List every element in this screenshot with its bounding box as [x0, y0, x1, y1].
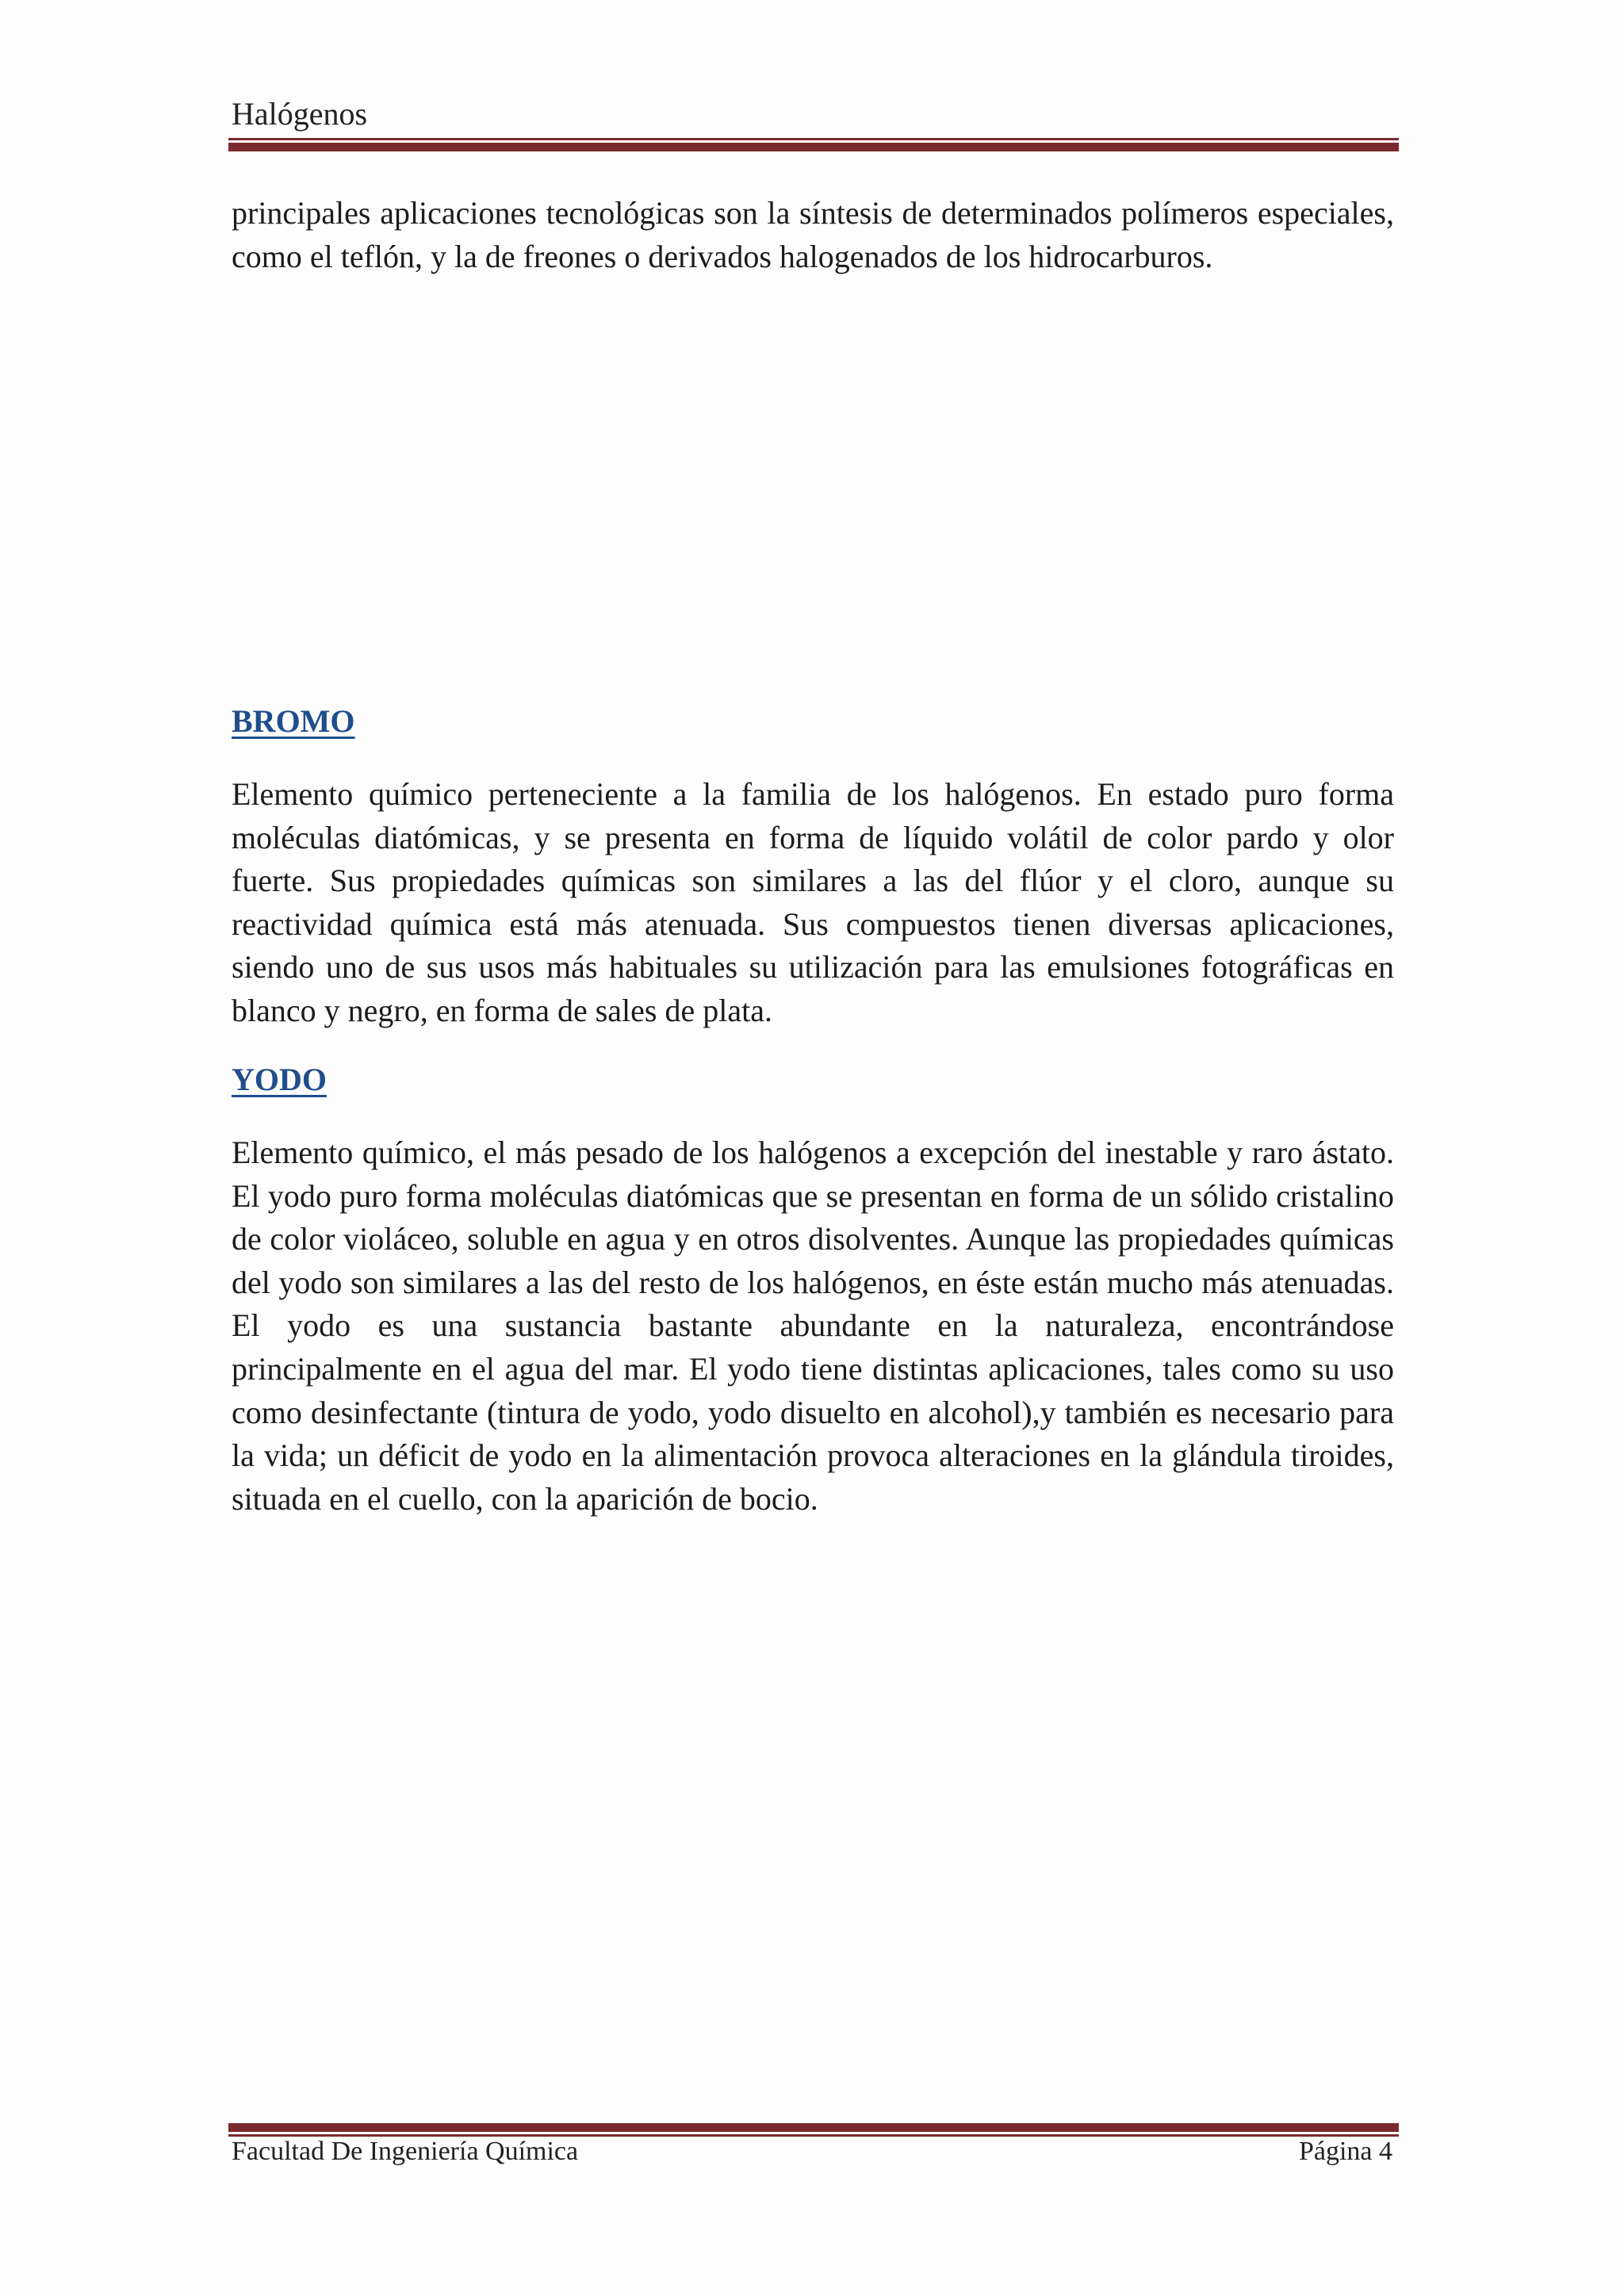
footer-page-number: Página 4 — [1298, 2137, 1392, 2166]
footer-institution: Facultad De Ingeniería Química — [232, 2137, 579, 2166]
intro-block — [232, 192, 1394, 278]
section-heading-bromo: BROMO — [232, 703, 355, 739]
section-bromo-body — [232, 773, 1394, 1033]
header-rule — [228, 138, 1399, 151]
section-yodo — [232, 1059, 1394, 1100]
header-title: Halógenos — [232, 96, 368, 132]
section-paragraph-bromo: Elemento químico perteneciente a la familia de los halógenos. En estado puro forma moléculas diatómicas, y se presenta en forma de líquido volátil de color pardo y olor fuerte. Sus propiedades químicas son similares a las del flúor y el cloro, aunque su reactividad química está más atenuada. Sus compuestos tienen diversas aplicaciones, siendo uno de sus usos más habituales su utilización para las emulsiones fotográficas en blanco y negro, en forma de sales de plata. — [232, 776, 1394, 1028]
intro-paragraph: principales aplicaciones tecnológicas son la síntesis de determinados polímeros especiales, como el teflón, y la de freones o derivados halogenados de los hidrocarburos. — [232, 195, 1394, 274]
section-bromo — [232, 701, 1394, 742]
section-yodo-body — [232, 1131, 1394, 1521]
section-heading-yodo: YODO — [232, 1062, 327, 1097]
section-paragraph-yodo: Elemento químico, el más pesado de los halógenos a excepción del inestable y raro ástato. El yodo puro forma moléculas diatómicas que se presentan en forma de un sólido cristalino de color violáceo, soluble en agua y en otros disolventes. Aunque las propiedades químicas del yodo son similares a las del resto de los halógenos, en éste están mucho más atenuadas. El yodo es una sustancia bastante abundante en la naturaleza, encontrándose principalmente en el agua del mar. El yodo tiene distintas aplicaciones, tales como su uso como desinfectante (tintura de yodo, yodo disuelto en alcohol),y también es necesario para la vida; un déficit de yodo en la alimentación provoca alteraciones en la glándula tiroides, situada en el cuello, con la aparición de bocio. — [232, 1135, 1394, 1517]
